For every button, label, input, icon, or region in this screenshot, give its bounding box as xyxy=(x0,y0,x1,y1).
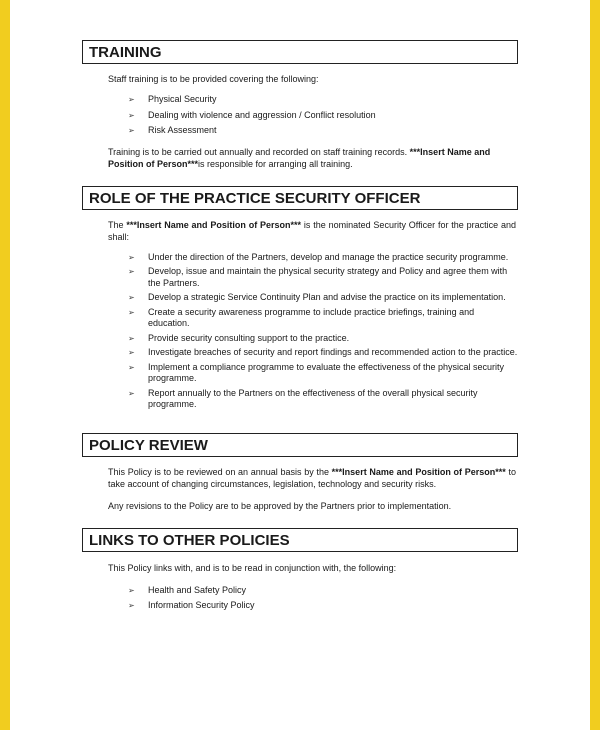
arrow-bullet-icon: ➢ xyxy=(128,601,135,610)
list-item: ➢ Develop, issue and maintain the physical security strategy and Policy and agree them with the Partners. xyxy=(128,266,508,288)
list-item: ➢ Health and Safety Policy xyxy=(128,584,247,595)
arrow-bullet-icon: ➢ xyxy=(128,333,135,343)
role-list xyxy=(82,252,528,411)
section-heading-links: LINKS TO OTHER POLICIES xyxy=(82,528,518,552)
links-list xyxy=(82,585,528,612)
document-page xyxy=(10,0,590,730)
section-heading-training: TRAINING xyxy=(82,40,518,64)
training-closing: Training is to be carried out annually and recorded on staff training records. ***Insert Name and Position of Person***is responsible for arranging all training. xyxy=(108,146,491,169)
arrow-bullet-icon: ➢ xyxy=(128,585,135,595)
arrow-bullet-icon: ➢ xyxy=(128,348,135,357)
policy-review-paragraph-1: This Policy is to be reviewed on an annual basis by the ***Insert Name and Position of Person*** to take account of changing circumstances, legislation, technology and security risks. xyxy=(108,466,516,489)
arrow-bullet-icon: ➢ xyxy=(128,95,135,104)
list-item: ➢ Information Security Policy xyxy=(128,600,255,610)
links-intro: This Policy links with, and is to be read in conjunction with, the following: xyxy=(108,562,397,573)
list-item: ➢ Dealing with violence and aggression / Conflict resolution xyxy=(128,109,376,120)
list-item: ➢ Risk Assessment xyxy=(128,125,217,135)
arrow-bullet-icon: ➢ xyxy=(128,126,135,135)
arrow-bullet-icon: ➢ xyxy=(128,388,135,398)
arrow-bullet-icon: ➢ xyxy=(128,252,135,262)
list-item: ➢ Develop a strategic Service Continuity Plan and advise the practice on its implementation. xyxy=(128,292,506,302)
section-heading-role: ROLE OF THE PRACTICE SECURITY OFFICER xyxy=(82,186,518,210)
training-intro: Staff training is to be provided covering the following: xyxy=(108,74,319,84)
section-heading-policy-review: POLICY REVIEW xyxy=(82,433,518,457)
list-item: ➢ Investigate breaches of security and report findings and recommended action to the practice. xyxy=(128,347,518,357)
list-item: ➢ Provide security consulting support to the practice. xyxy=(128,332,350,343)
list-item: ➢ Implement a compliance programme to evaluate the effectiveness of the physical security programme. xyxy=(128,361,505,383)
list-item: ➢ Under the direction of the Partners, develop and manage the practice security programme. xyxy=(128,251,509,262)
list-item: ➢ Physical Security xyxy=(128,94,217,104)
arrow-bullet-icon: ➢ xyxy=(128,267,135,276)
arrow-bullet-icon: ➢ xyxy=(128,307,135,317)
arrow-bullet-icon: ➢ xyxy=(128,110,135,120)
list-item: ➢ Report annually to the Partners on the effectiveness of the overall physical security programme. xyxy=(128,387,478,409)
role-intro: The ***Insert Name and Position of Person*** is the nominated Security Officer for the practice and shall: xyxy=(108,219,516,242)
arrow-bullet-icon: ➢ xyxy=(128,362,135,372)
arrow-bullet-icon: ➢ xyxy=(128,293,135,302)
policy-review-paragraph-2: Any revisions to the Policy are to be approved by the Partners prior to implementation. xyxy=(108,500,452,511)
training-list xyxy=(82,94,528,137)
list-item: ➢ Create a security awareness programme to include practice briefings, training and education. xyxy=(128,306,475,328)
document-content xyxy=(82,40,528,616)
